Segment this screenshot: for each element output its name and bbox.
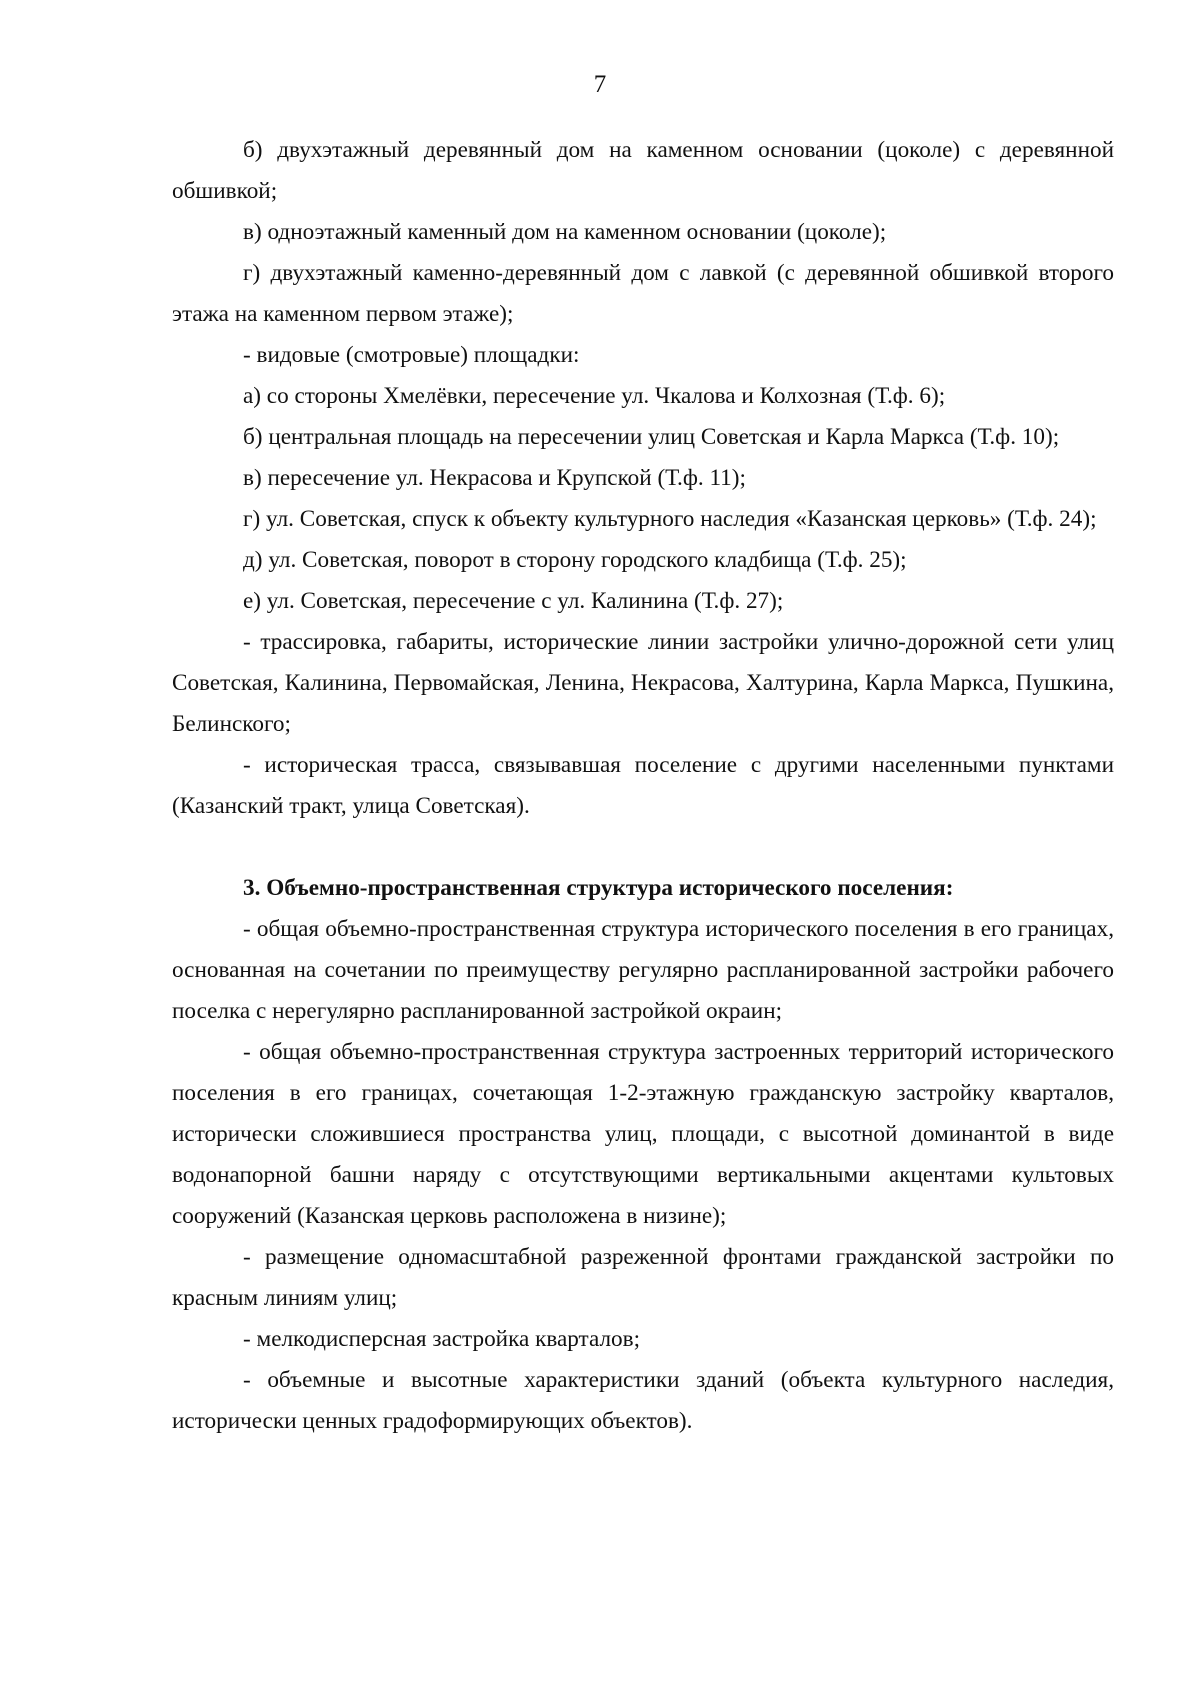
- list-item: - мелкодисперсная застройка кварталов;: [243, 1326, 641, 1352]
- section-heading: 3. Объемно-пространственная структура исторического поселения:: [243, 875, 954, 901]
- list-item: - видовые (смотровые) площадки:: [243, 342, 580, 368]
- list-item: в) пересечение ул. Некрасова и Крупской (Т.ф. 11);: [243, 465, 746, 491]
- list-item: - объемные и высотные характеристики зданий (объекта культурного наследия, исторически ценных градоформирующих объектов).: [172, 1367, 1114, 1434]
- list-item: б) двухэтажный деревянный дом на каменном основании (цоколе) с деревянной обшивкой;: [172, 137, 1114, 204]
- list-item: - размещение одномасштабной разреженной фронтами гражданской застройки по красным линиям улиц;: [172, 1244, 1114, 1311]
- list-item: - трассировка, габариты, исторические линии застройки улично-дорожной сети улиц Советская, Калинина, Первомайская, Ленина, Некрасова, Халтурина, Карла Маркса, Пушкина, Белинского;: [172, 629, 1114, 737]
- list-item: е) ул. Советская, пересечение с ул. Калинина (Т.ф. 27);: [243, 588, 784, 614]
- list-item: г) двухэтажный каменно-деревянный дом с лавкой (с деревянной обшивкой второго этажа на каменном первом этаже);: [172, 260, 1114, 327]
- list-item: б) центральная площадь на пересечении улиц Советская и Карла Маркса (Т.ф. 10);: [243, 424, 1060, 450]
- list-item: а) со стороны Хмелёвки, пересечение ул. Чкалова и Колхозная (Т.ф. 6);: [243, 383, 946, 409]
- list-item: в) одноэтажный каменный дом на каменном основании (цоколе);: [243, 219, 887, 245]
- list-item: г) ул. Советская, спуск к объекту культурного наследия «Казанская церковь» (Т.ф. 24);: [243, 506, 1097, 532]
- document-body: [172, 130, 1114, 1442]
- list-item: - общая объемно-пространственная структура застроенных территорий исторического поселения в его границах, сочетающая 1-2-этажную гражданскую застройку кварталов, исторически сложившиеся пространства улиц, площади, с высотной доминантой в виде водонапорной башни наряду с отсутствующими вертикальными акцентами культовых сооружений (Казанская церковь расположена в низине);: [172, 1039, 1114, 1229]
- page-number: 7: [593, 71, 607, 98]
- list-item: - историческая трасса, связывавшая поселение с другими населенными пунктами (Казанский тракт, улица Советская).: [172, 752, 1114, 819]
- list-item: - общая объемно-пространственная структура исторического поселения в его границах, основанная на сочетании по преимуществу регулярно распланированной застройки рабочего поселка с нерегулярно распланированной застройкой окраин;: [172, 916, 1114, 1024]
- list-item: д) ул. Советская, поворот в сторону городского кладбища (Т.ф. 25);: [243, 547, 907, 573]
- section-spacer: [172, 827, 1114, 868]
